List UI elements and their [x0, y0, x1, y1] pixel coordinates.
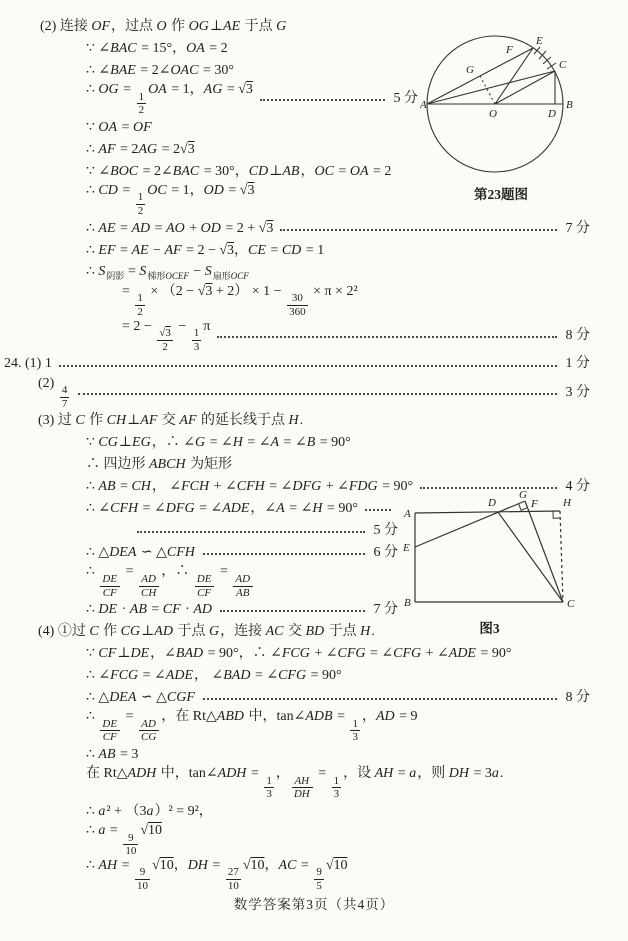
segment-GC	[525, 501, 563, 602]
math-text: ∴ ∠FCG = ∠ADE， ∠BAD = ∠CFG = 90°	[86, 668, 342, 684]
point-label-E: E	[536, 35, 543, 47]
solution-line	[0, 599, 398, 621]
math-text: ∴ AH = $\frac{9}{10}$ √10，DH = $\frac{27}{10}$ √10，AC = $\frac{9}{5}$ √10	[86, 857, 348, 893]
point-label-G: G	[466, 64, 474, 76]
radius-OC	[495, 71, 555, 104]
math-text: ∴ $\frac{DE}{CF}$ = $\frac{AD}{CG}$ ，在 Rt△ABD 中，tan∠ADB = $\frac{1}{3}$ ，AD = 9	[86, 709, 418, 744]
math-text: ∴ a² + （3a）² = 9²，	[86, 803, 213, 819]
math-text: = $\frac{1}{2}$ × （2 − √3 + 2） × 1 − $\frac{30}{360}$ × π × 2²	[122, 283, 358, 318]
math-text: ∴ ∠BAE = 2∠OAC = 30°	[86, 62, 234, 78]
solution-line	[0, 744, 628, 766]
solution-line	[0, 665, 628, 687]
segment-EG	[415, 501, 525, 547]
score-mark: 5 分	[393, 91, 418, 107]
score-mark: 3 分	[565, 384, 590, 400]
score-mark: 7 分	[565, 220, 590, 236]
math-text: ∴ △DEA ∽ △CFH	[86, 545, 195, 561]
math-text: ∵ ∠BAC = 15°，OA = 2	[86, 40, 228, 56]
point-label-B: B	[566, 99, 573, 111]
point-label-O: O	[489, 108, 497, 120]
math-text: ∵ ∠BOC = 2∠BAC = 30°，CD⊥AB，OC = OA = 2	[86, 163, 392, 179]
figure-problem-23	[420, 16, 582, 203]
math-text: ∴ △DEA ∽ △CGF	[86, 690, 195, 706]
math-text: ∴ 四边形 ABCH 为矩形	[86, 457, 233, 473]
figure-3-caption: 图3	[479, 621, 500, 636]
solution-line	[0, 766, 628, 801]
chord-AC	[427, 71, 555, 104]
math-text: ∴ AF = 2AG = 2√3	[86, 141, 195, 157]
point-label-C: C	[559, 59, 567, 71]
math-text: (2) 连接 OF，过点 O 作 OG⊥AE 于点 G	[40, 18, 287, 34]
right-angle-mark-H	[553, 511, 560, 518]
math-text: = 2 − $\frac{√3}{2}$ − $\frac{1}{3}$ π	[122, 318, 211, 353]
math-text: ∵ CF⊥DE，∠BAD = 90°，∴ ∠FCG + ∠CFG = ∠CFG + ∠ADE = 90°	[86, 646, 512, 662]
point-label-F: F	[531, 498, 538, 510]
solution-line	[0, 284, 628, 319]
figure-problem-24	[402, 490, 577, 637]
solution-line	[0, 376, 590, 411]
solution-line	[0, 319, 590, 354]
segment-DC	[498, 512, 563, 602]
dotted-leader	[217, 336, 556, 338]
score-mark: 6 分	[373, 545, 398, 561]
figure-23-caption: 第23题图	[474, 187, 528, 202]
math-text: (3) 过 C 作 CH⊥AF 交 AF 的延长线于点 H.	[38, 413, 304, 429]
solution-line	[0, 454, 628, 476]
point-label-A: A	[404, 508, 411, 520]
math-text: ∴ a = $\frac{9}{10}$ √10	[86, 823, 163, 858]
dotted-leader	[137, 531, 365, 533]
solution-line	[0, 498, 398, 520]
dotted-leader	[260, 99, 385, 101]
dotted-leader	[78, 393, 556, 395]
math-text: ∴ $\frac{DE}{CF}$ = $\frac{AD}{CH}$ ，∴ $\frac{DE}{CF}$ = $\frac{AD}{AB}$	[86, 564, 255, 599]
side-AH	[415, 511, 560, 513]
point-label-A: A	[420, 99, 427, 111]
segment-HC-dashed	[560, 511, 563, 602]
math-text: ∴ EF = AE − AF = 2 − √3，CE = CD = 1	[86, 242, 325, 258]
score-mark: 8 分	[565, 690, 590, 706]
math-text: ∵ OA = OF	[86, 119, 152, 135]
solution-line	[0, 262, 628, 284]
point-label-C: C	[567, 598, 575, 610]
solution-line	[0, 354, 590, 376]
math-text: ∴ AE = AD = AO + OD = 2 + √3	[86, 220, 274, 236]
solution-line	[0, 709, 628, 744]
math-text: 24. (1) 1	[4, 356, 52, 372]
point-label-B: B	[404, 597, 411, 609]
solution-line	[0, 542, 398, 564]
dotted-leader	[203, 698, 557, 700]
point-label-E: E	[403, 542, 410, 554]
solution-line	[0, 858, 628, 893]
point-label-D: D	[488, 497, 496, 509]
math-text: ∴ DE · AB = CF · AD	[86, 602, 213, 618]
point-label-D: D	[548, 108, 556, 120]
score-mark: 1 分	[565, 356, 590, 372]
math-text: ∴ ∠CFH = ∠DFG = ∠ADE，∠A = ∠H = 90°	[86, 501, 358, 517]
score-mark: 8 分	[565, 328, 590, 344]
math-text: ∴ AB = 3	[86, 747, 139, 763]
math-text: ∴ OG = $\frac{1}{2}$ OA = 1，AG = √3	[86, 82, 253, 117]
point-label-F: F	[506, 44, 513, 56]
point-label-G: G	[519, 490, 527, 501]
radius-OE	[495, 48, 533, 104]
score-mark: 7 分	[373, 602, 398, 618]
solution-line	[0, 520, 398, 542]
solution-line	[0, 801, 628, 823]
solution-line	[0, 410, 628, 432]
math-text: ∴ AB = CH， ∠FCH + ∠CFH = ∠DFG + ∠FDG = 90°	[86, 479, 414, 495]
solution-line	[0, 240, 628, 262]
dotted-leader	[365, 509, 391, 511]
solution-line	[0, 82, 418, 117]
dotted-leader	[59, 365, 557, 367]
circle-diagram	[420, 16, 582, 176]
solution-line	[0, 687, 590, 709]
solution-line	[0, 643, 628, 665]
math-text: (2) $\frac{4}{7}$	[38, 375, 68, 410]
score-mark: 4 分	[565, 479, 590, 495]
rectangle-diagram	[402, 490, 577, 610]
math-text: (4) ①过 C 作 CG⊥AD 于点 G，连接 AC 交 BD 于点 H.	[38, 624, 375, 640]
math-text: 在 Rt△ADH 中，tan∠ADH = $\frac{1}{3}$ ， $\frac{AH}{DH}$ = $\frac{1}{3}$ ，设 AH = a，则 DH = 3a.	[86, 766, 504, 801]
score-mark: 5 分	[373, 523, 398, 539]
dotted-leader	[280, 229, 556, 231]
math-text: ∴ CD = $\frac{1}{2}$ OC = 1，OD = √3	[86, 182, 255, 218]
page-footer: 数学答案第3页（共4页）	[233, 897, 395, 912]
point-label-H: H	[563, 497, 571, 509]
math-text: ∴ $S_{阴影} = S_{梯形OCEF} - S_{扇形OCF}$	[86, 264, 249, 281]
dotted-leader	[220, 610, 364, 612]
solution-line	[0, 218, 590, 240]
solution-line	[0, 823, 628, 858]
solution-line	[0, 432, 628, 454]
dotted-leader	[203, 553, 365, 555]
math-text: ∵ CG⊥EG，∴ ∠G = ∠H = ∠A = ∠B = 90°	[86, 435, 351, 451]
